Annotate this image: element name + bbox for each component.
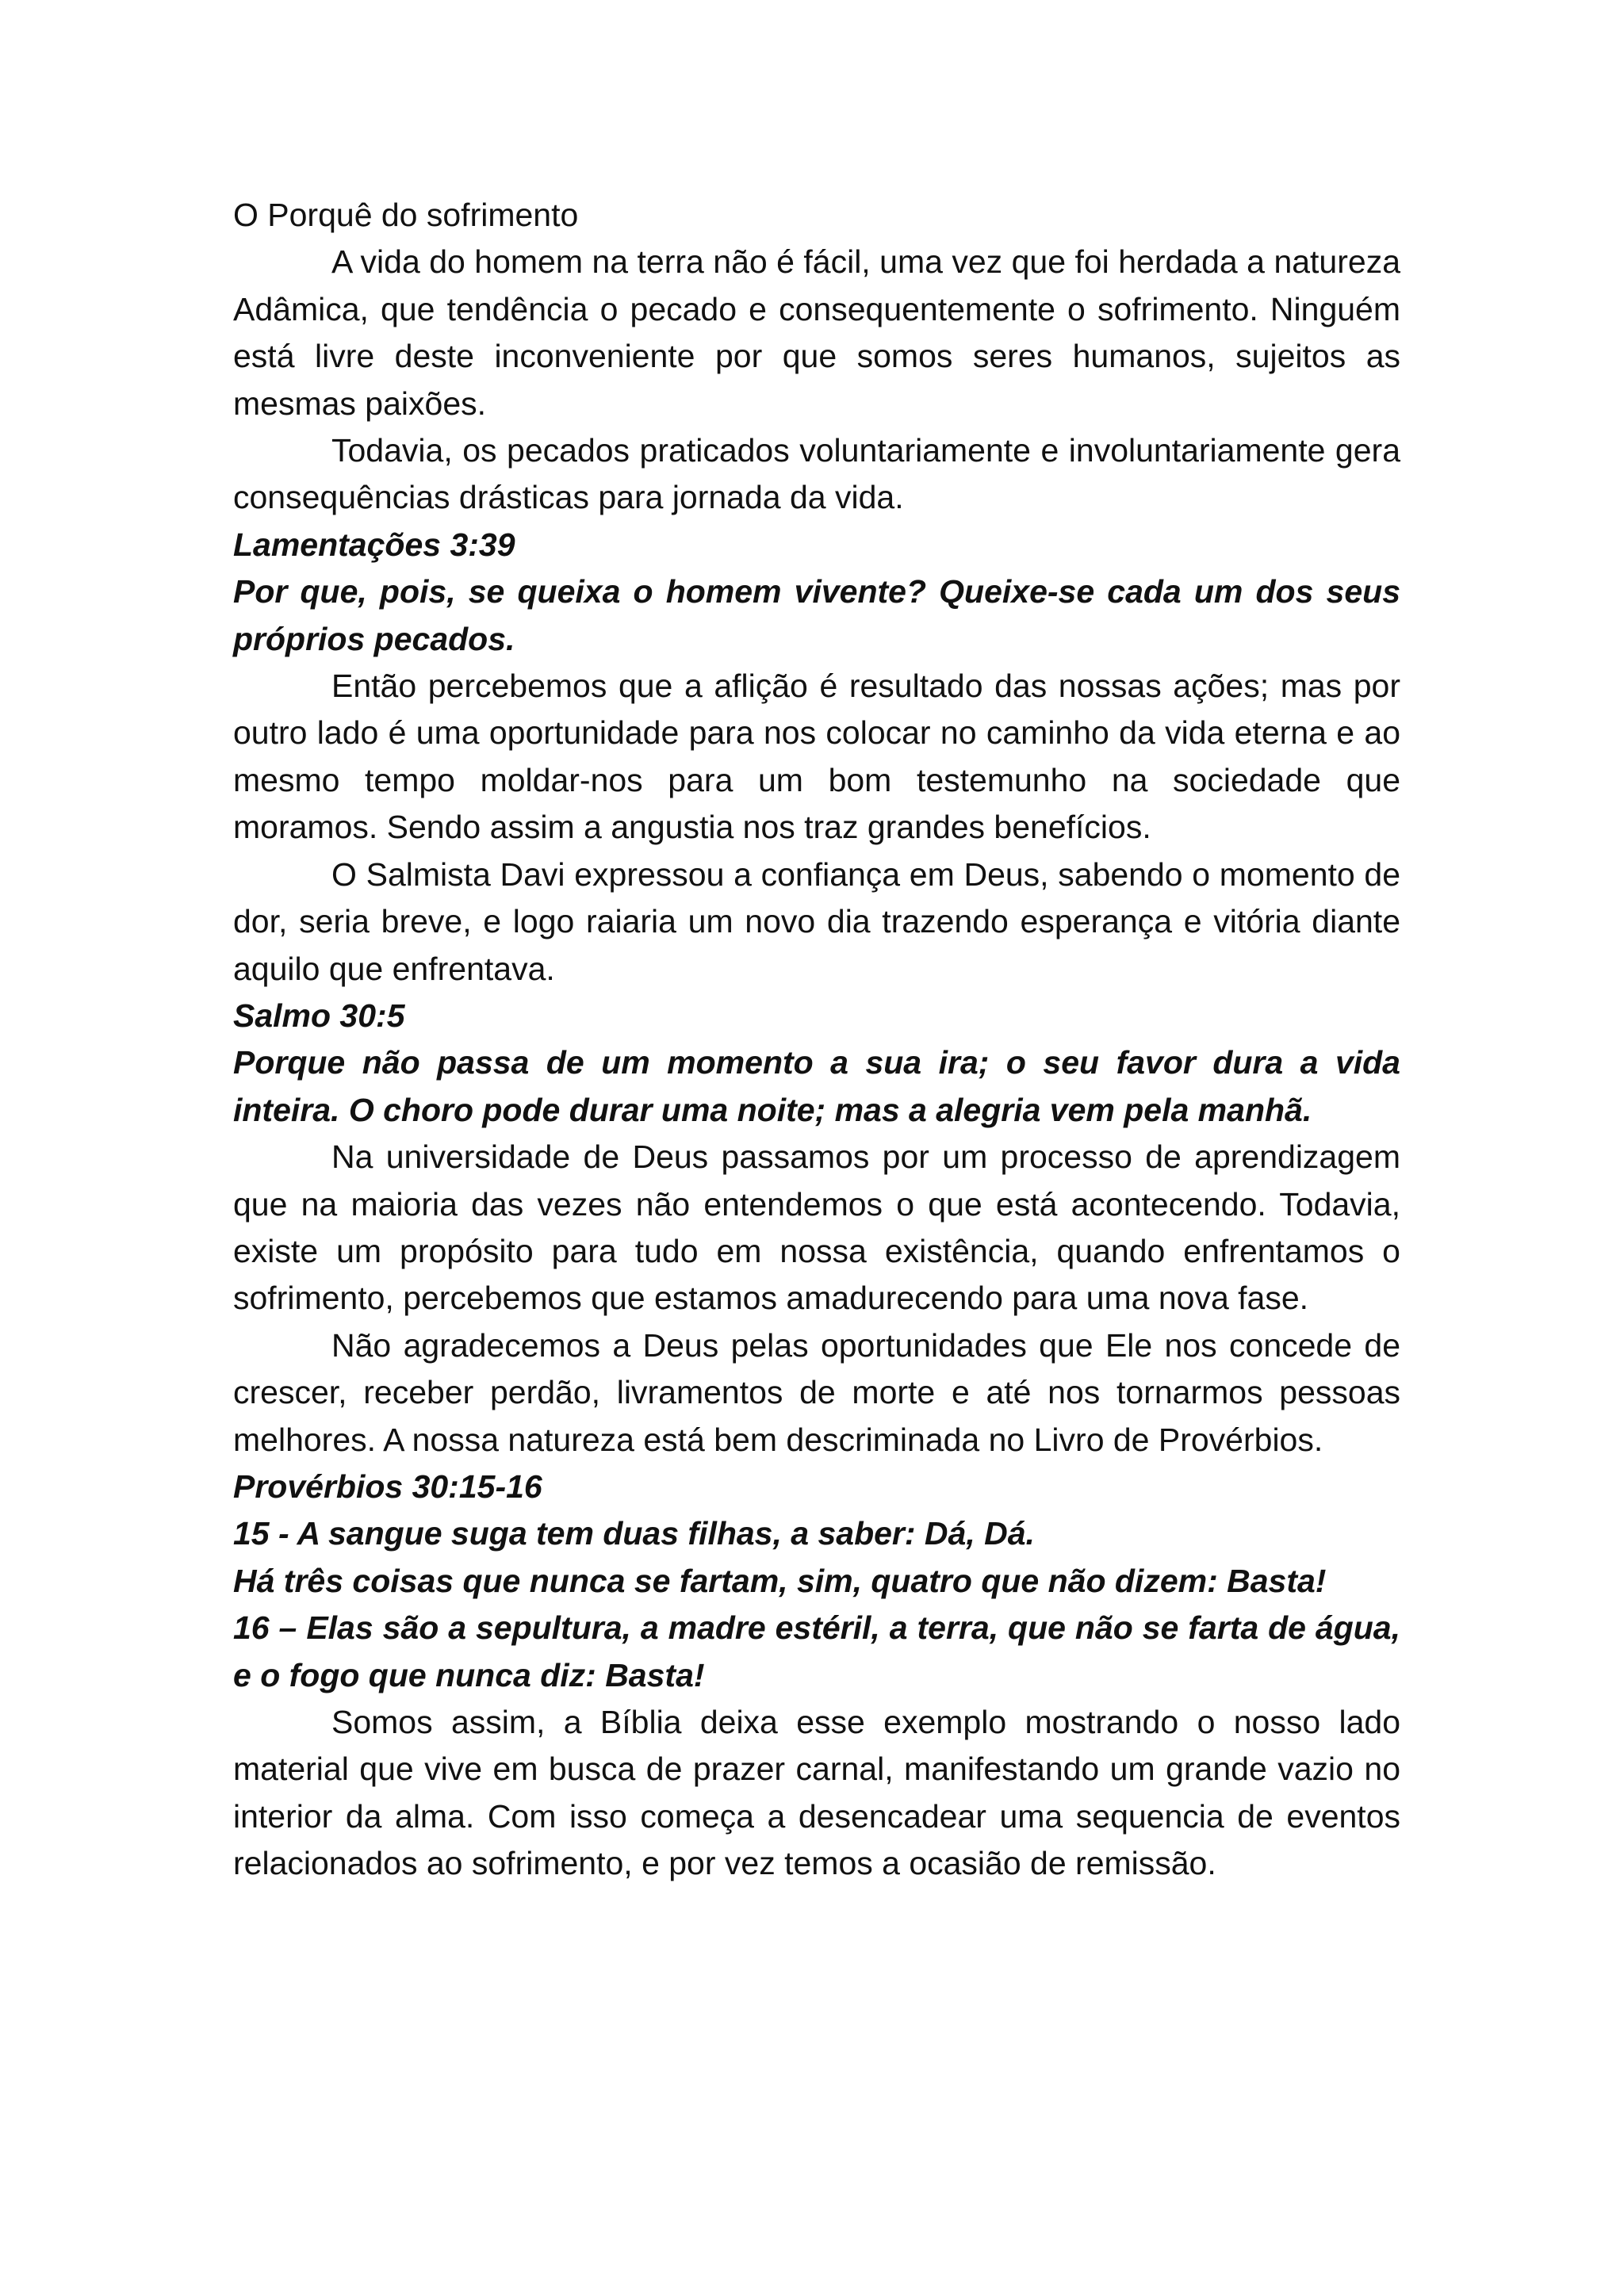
scripture-verse-lamentacoes: Por que, pois, se queixa o homem vivente? Queixe-se cada um dos seus próprios pecados.: [233, 573, 1400, 657]
scripture-reference-salmo: Salmo 30:5: [233, 997, 405, 1034]
document-title: O Porquê do sofrimento: [233, 197, 579, 233]
scripture-verse-proverbios-15: 15 - A sangue suga tem duas filhas, a saber: Dá, Dá.: [233, 1515, 1035, 1552]
paragraph-2: Todavia, os pecados praticados voluntariamente e involuntariamente gera consequências drásticas para jornada da vida.: [233, 432, 1400, 516]
paragraph-3: Então percebemos que a aflição é resultado das nossas ações; mas por outro lado é uma oportunidade para nos colocar no caminho da vida eterna e ao mesmo tempo moldar-nos para um bom testemunho na sociedade que moramos. Sendo assim a angustia nos traz grandes benefícios.: [233, 668, 1400, 846]
paragraph-1: A vida do homem na terra não é fácil, uma vez que foi herdada a natureza Adâmica, que tendência o pecado e consequentemente o sofrimento. Ninguém está livre deste inconveniente por que somos seres humanos, sujeitos as mesmas paixões.: [233, 243, 1400, 422]
paragraph-4: O Salmista Davi expressou a confiança em Deus, sabendo o momento de dor, seria breve, e logo raiaria um novo dia trazendo esperança e vitória diante aquilo que enfrentava.: [233, 855, 1400, 987]
scripture-reference-lamentacoes: Lamentações 3:39: [233, 526, 515, 563]
scripture-verse-proverbios-16: 16 – Elas são a sepultura, a madre estéril, a terra, que não se farta de água, e o fogo que nunca diz: Basta!: [233, 1609, 1400, 1693]
scripture-verse-salmo: Porque não passa de um momento a sua ira; o seu favor dura a vida inteira. O choro pode durar uma noite; mas a alegria vem pela manhã.: [233, 1044, 1400, 1128]
paragraph-6: Não agradecemos a Deus pelas oportunidades que Ele nos concede de crescer, receber perdão, livramentos de morte e até nos tornarmos pessoas melhores. A nossa natureza está bem descriminada no Livro de Provérbios.: [233, 1326, 1400, 1458]
paragraph-5: Na universidade de Deus passamos por um processo de aprendizagem que na maioria das vezes não entendemos o que está acontecendo. Todavia, existe um propósito para tudo em nossa existência, quando enfrentamos o sofrimento, percebemos que estamos amadurecendo para uma nova fase.: [233, 1138, 1400, 1317]
scripture-verse-proverbios-15b: Há três coisas que nunca se fartam, sim, quatro que não dizem: Basta!: [233, 1562, 1327, 1599]
paragraph-7: Somos assim, a Bíblia deixa esse exemplo mostrando o nosso lado material que vive em busca de prazer carnal, manifestando um grande vazio no interior da alma. Com isso começa a desencadear uma sequencia de eventos relacionados ao sofrimento, e por vez temos a ocasião de remissão.: [233, 1704, 1400, 1882]
document-page: [233, 192, 1400, 1888]
scripture-reference-proverbios: Provérbios 30:15-16: [233, 1468, 542, 1505]
